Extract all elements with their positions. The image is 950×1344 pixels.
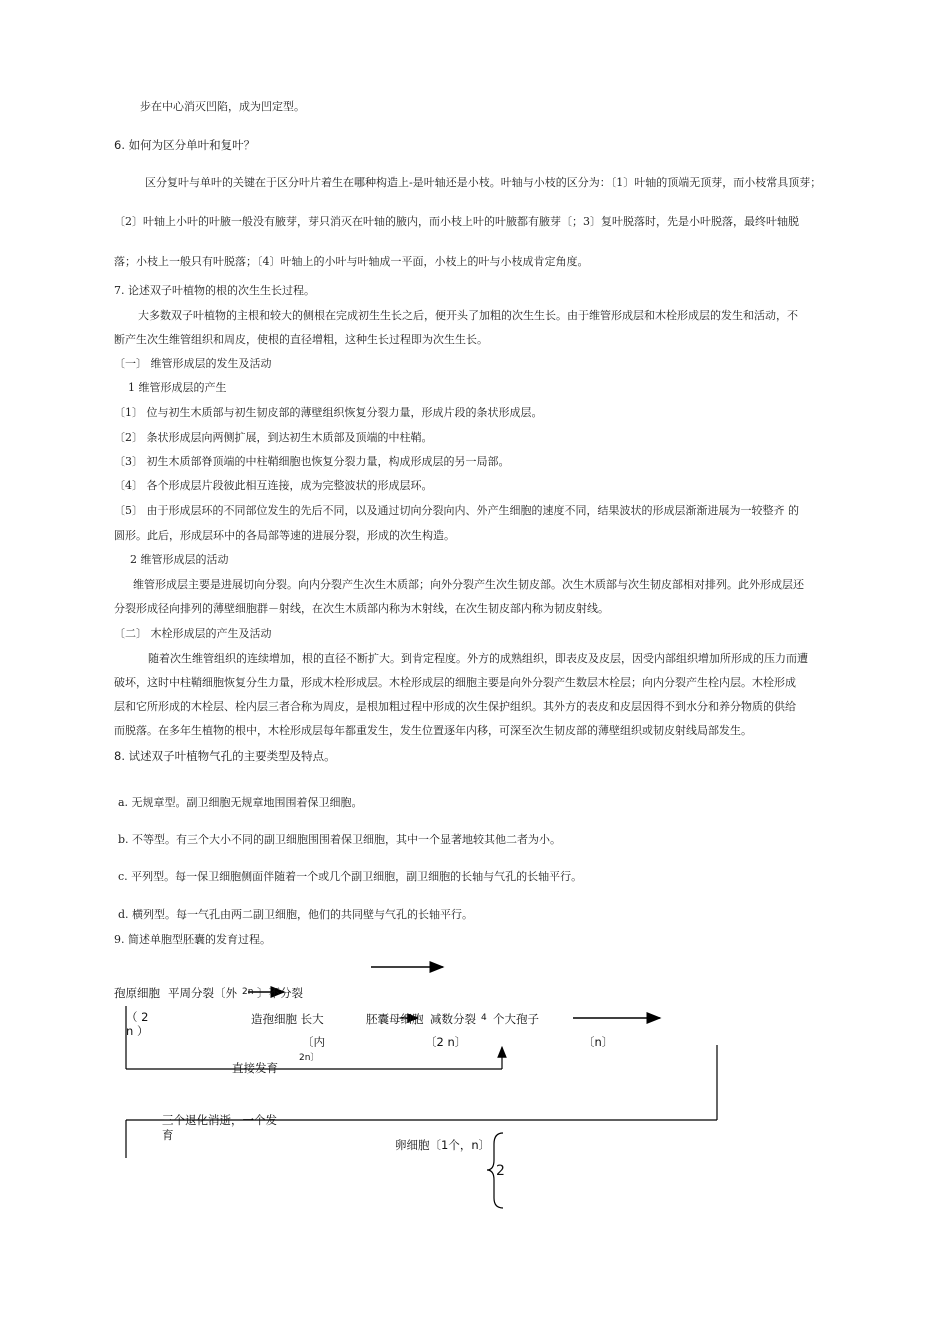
- label-n-bracket: 〔n〕: [583, 1035, 614, 1049]
- label-2n-open: （ 2: [126, 1010, 149, 1024]
- text-line: 断产生次生维管组织和周皮，使根的直径增粗，这种生长过程即为次生生长。: [114, 333, 488, 346]
- label-inner-2n: 2n〕: [299, 1053, 320, 1063]
- text-line: 〔2〕叶轴上小叶的叶腋一般没有腋芽，芽只消灭在叶轴的腋内，而小枝上叶的叶腋都有腋芽〔；3〕复叶脱落时，先是小叶脱落，最终叶轴脱: [114, 215, 799, 228]
- question-7: 7. 论述双子叶植物的根的次生生长过程。: [114, 284, 315, 297]
- text-line: 圆形。此后，形成层环中的各局部等速的进展分裂，形成的次生构造。: [114, 529, 455, 542]
- text-line: 而脱落。在多年生植物的根中，木栓形成层每年都重发生，发生位置逐年内移，可深至次生韧皮部的薄壁组织或韧皮射线局部发生。: [114, 724, 752, 737]
- label-degenerate-2: 育: [162, 1128, 174, 1142]
- text-line: 分裂形成径向排列的薄壁细胞群－射线，在次生木质部内称为木射线，在次生韧皮部内称为韧皮射线。: [114, 602, 609, 615]
- section-heading: 〔一〕 维管形成层的发生及活动: [114, 357, 272, 370]
- label-n-close: n ）: [126, 1024, 149, 1038]
- label-four: 4: [481, 1013, 487, 1023]
- label-meiosis: 减数分裂: [430, 1012, 476, 1026]
- text-line: 维管形成层主要是进展切向分裂。向内分裂产生次生木质部；向外分裂产生次生韧皮部。次生木质部与次生韧皮部相对排列。此外形成层还: [133, 578, 804, 591]
- label-2n-bracket: 〔2 n〕: [425, 1035, 467, 1049]
- list-item: 〔3〕 初生木质部脊顶端的中柱鞘细胞也恢复分裂力量，构成形成层的另一局部。: [114, 455, 510, 468]
- list-item: d. 横列型。每一气孔由两二副卫细胞，他们的共同壁与气孔的长轴平行。: [118, 908, 474, 921]
- list-item: b. 不等型。有三个大小不同的副卫细胞围围着保卫细胞，其中一个显著地较其他二者为小。: [118, 833, 562, 846]
- text-line: 区分复叶与单叶的关键在于区分叶片着生在哪种构造上-是叶轴还是小枝。叶轴与小枝的区分为：〔1〕叶轴的顶端无顶芽，而小枝常具顶芽；: [145, 176, 822, 189]
- list-item: 〔2〕 条状形成层向两侧扩展，到达初生木质部及顶端的中柱鞘。: [114, 431, 433, 444]
- label-megaspores: 个大孢子: [493, 1012, 539, 1026]
- text-line: 步在中心消灭凹陷，成为凹定型。: [140, 100, 305, 113]
- text-line: 破坏，这时中柱鞘细胞恢复分生力量，形成木栓形成层。木栓形成层的细胞主要是向外分裂产生数层木栓层；向内分裂产生栓内层。木栓形成: [114, 676, 796, 689]
- label-spore-cell: 孢原细胞: [114, 986, 160, 1000]
- label-megasporocyte: 胚囊母细胞: [366, 1012, 424, 1026]
- label-periclinal-2n: 2n: [242, 987, 254, 997]
- label-direct-development: 直接发育: [232, 1061, 278, 1075]
- list-item: a. 无规章型。副卫细胞无规章地围围着保卫细胞。: [118, 796, 363, 809]
- list-item: 〔1〕 位与初生木质部与初生韧皮部的薄壁组织恢复分裂力量，形成片段的条状形成层。: [114, 406, 543, 419]
- list-item: 〔4〕 各个形成层片段彼此相互连接，成为完整波状的形成层环。: [114, 479, 433, 492]
- label-sporogenous-cell: 造孢细胞 长大: [251, 1012, 324, 1026]
- subsection-heading: 1 维管形成层的产生: [128, 381, 227, 394]
- label-no-division: 〕不分裂: [257, 986, 303, 1000]
- section-heading: 〔二〕 木栓形成层的产生及活动: [114, 627, 272, 640]
- label-degenerate: 三个退化消逝，一个发: [162, 1113, 277, 1127]
- text-line: 随着次生维管组织的连续增加，根的直径不断扩大。到肯定程度。外方的成熟组织，即表皮及皮层，因受内部组织增加所形成的压力而遭: [148, 652, 808, 665]
- label-inner: 〔内: [302, 1035, 325, 1049]
- question-8: 8. 试述双子叶植物气孔的主要类型及特点。: [114, 749, 336, 763]
- text-line: 大多数双子叶植物的主根和较大的侧根在完成初生生长之后，便开头了加粗的次生生长。由于维管形成层和木栓形成层的发生和活动，不: [138, 309, 798, 322]
- label-periclinal: 平周分裂〔外: [168, 986, 237, 1000]
- question-6: 6. 如何为区分单叶和复叶？: [114, 138, 256, 152]
- label-brace-2: 2: [496, 1163, 505, 1179]
- text-line: 落；小枝上一般只有叶脱落；〔4〕叶轴上的小叶与叶轴成一平面，小枝上的叶与小枝成肯定角度。: [114, 255, 589, 268]
- subsection-heading: 2 维管形成层的活动: [130, 553, 229, 566]
- list-item: 〔5〕 由于形成层环的不同部位发生的先后不同，以及通过切向分裂向内、外产生细胞的速度不同，结果波状的形成层渐渐进展为一较整齐 的: [114, 504, 799, 517]
- text-line: 层和它所形成的木栓层、栓内层三者合称为周皮，是根加粗过程中形成的次生保护组织。其外方的表皮和皮层因得不到水分和养分物质的供给: [114, 700, 796, 713]
- list-item: c. 平列型。每一保卫细胞侧面伴随着一个或几个副卫细胞，副卫细胞的长轴与气孔的长轴平行。: [118, 870, 583, 883]
- label-egg-cell: 卵细胞〔1个，n〕: [395, 1138, 491, 1152]
- question-9: 9. 简述单胞型胚囊的发育过程。: [114, 933, 271, 946]
